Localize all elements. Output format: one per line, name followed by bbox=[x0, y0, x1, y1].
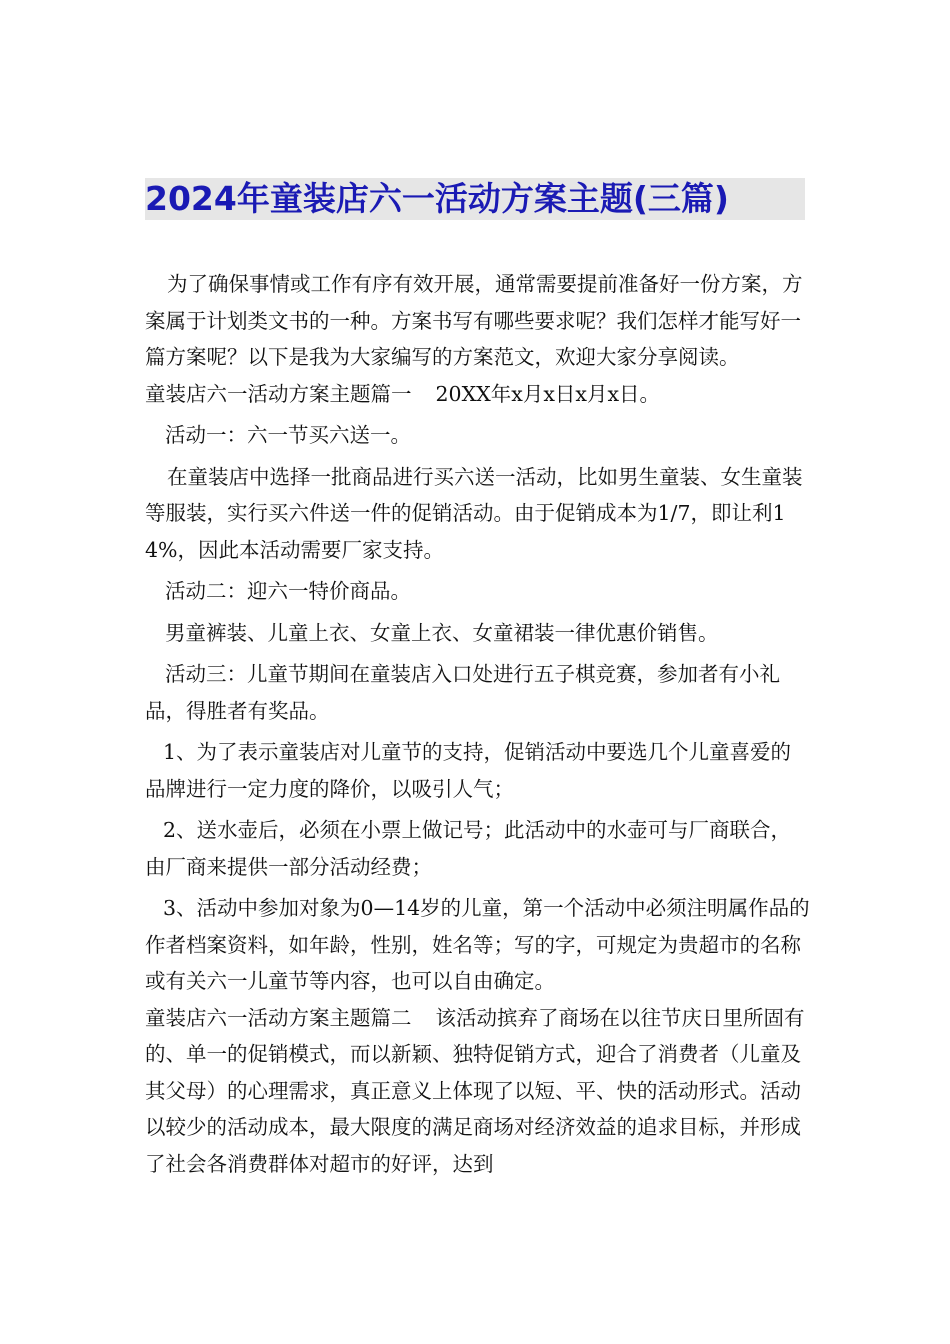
document-body bbox=[145, 266, 810, 1182]
note-item-1: 1、为了表示童装店对儿童节的支持，促销活动中要选几个儿童喜爱的品牌进行一定力度的降价，以吸引人气； bbox=[145, 740, 792, 801]
document-title: 2024年童装店六一活动方案主题(三篇) bbox=[145, 178, 805, 220]
note-item-3: 3、活动中参加对象为0—14岁的儿童，第一个活动中必须注明属作品的作者档案资料，如年龄，性别，姓名等；写的字，可规定为贵超市的名称或有关六一儿童节等内容，也可以自由确定。 bbox=[145, 896, 810, 993]
activity-two-heading: 活动二：迎六一特价商品。 bbox=[165, 579, 411, 603]
activity-two-paragraph: 男童裤装、儿童上衣、女童上衣、女童裙装一律优惠价销售。 bbox=[165, 620, 719, 645]
activity-three-paragraph: 活动三：儿童节期间在童装店入口处进行五子棋竞赛，参加者有小礼品，得胜者有奖品。 bbox=[145, 662, 780, 723]
section-one-heading: 童装店六一活动方案主题篇一 bbox=[145, 381, 412, 406]
intro-paragraph: 为了确保事情或工作有序有效开展，通常需要提前准备好一份方案，方案属于计划类文书的一种。方案书写有哪些要求呢？我们怎样才能写好一篇方案呢？以下是我为大家编写的方案范文，欢迎大家分享阅读。 bbox=[145, 272, 803, 369]
section-two-paragraph bbox=[145, 1000, 810, 1183]
activity-one-heading: 活动一：六一节买六送一。 bbox=[165, 423, 411, 447]
activity-one-paragraph: 在童装店中选择一批商品进行买六送一活动，比如男生童装、女生童装等服装，实行买六件送一件的促销活动。由于促销成本为1/7，即让利14%，因此本活动需要厂家支持。 bbox=[145, 464, 803, 562]
activity-date: 20XX年x月x日x月x日。 bbox=[435, 381, 661, 406]
section-one-line bbox=[145, 376, 810, 413]
section-two-text: 该活动摈弃了商场在以往节庆日里所固有的、单一的促销模式，而以新颖、独特促销方式，迎合了消费者（儿童及其父母）的心理需求，真正意义上体现了以短、平、快的活动形式。活动以较少的活动成本，最大限度的满足商场对经济效益的追求目标，并形成了社会各消费群体对超市的好评，达到 bbox=[145, 1005, 805, 1176]
section-two-heading: 童装店六一活动方案主题篇二 bbox=[145, 1005, 412, 1030]
note-item-2: 2、送水壶后，必须在小票上做记号；此活动中的水壶可与厂商联合，由厂商来提供一部分活动经费； bbox=[145, 818, 792, 879]
